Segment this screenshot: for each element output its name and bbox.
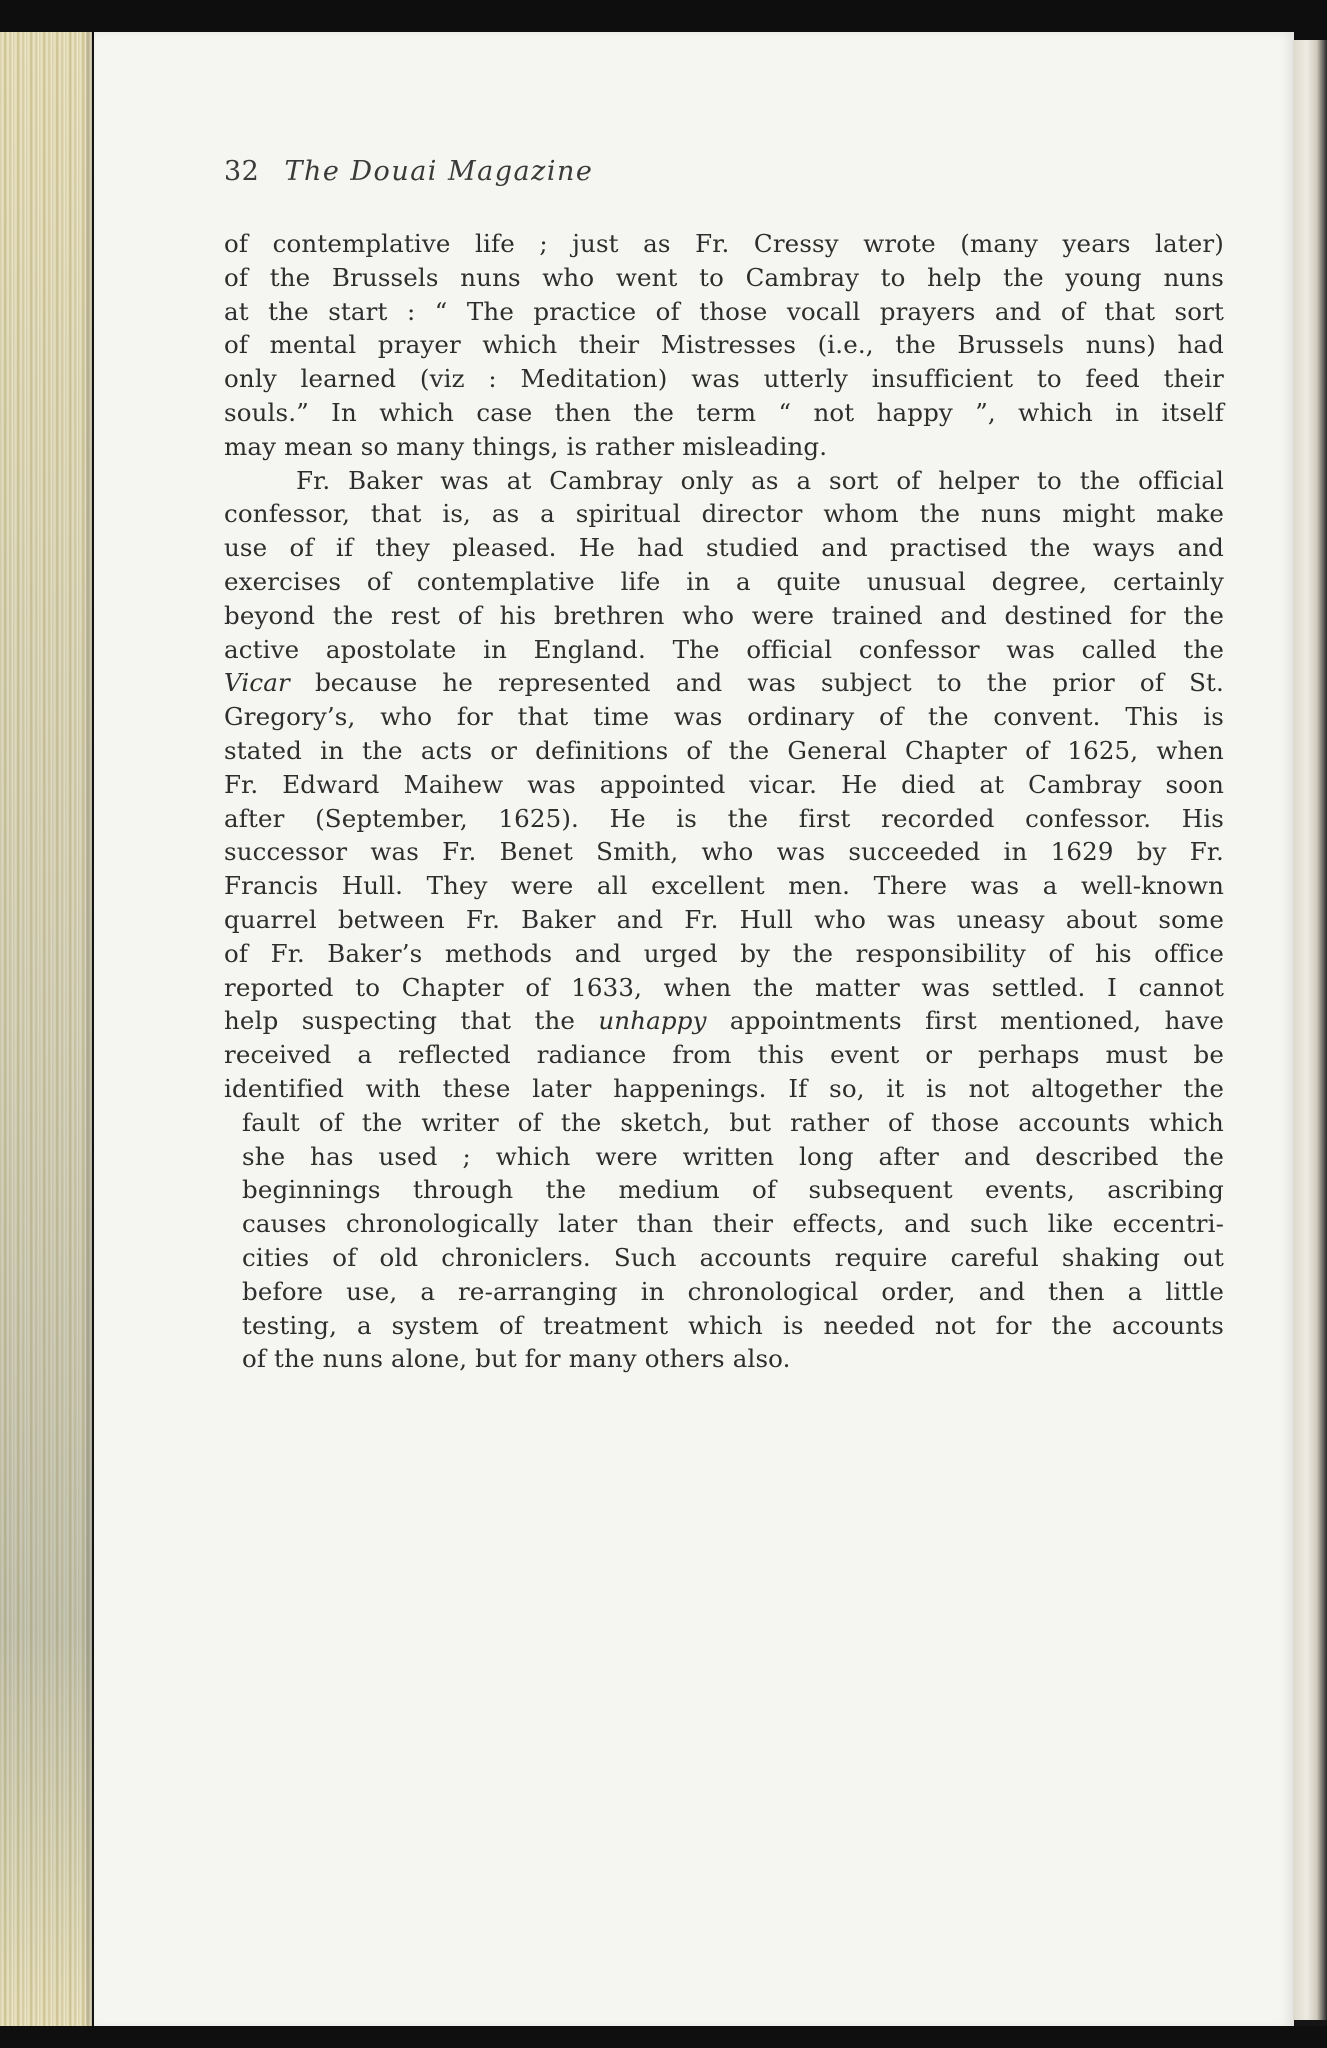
text-line: souls.” In which case then the term “ not happy ”, which in itself xyxy=(224,397,1224,427)
text-line: of the Brussels nuns who went to Cambray to help the young nuns xyxy=(224,262,1224,292)
text-line: stated in the acts or definitions of the General Chapter of 1625, when xyxy=(224,735,1224,765)
text-line: reported to Chapter of 1633, when the matter was settled. I cannot xyxy=(224,972,1224,1002)
text-line: received a reflected radiance from this event or perhaps must be xyxy=(224,1040,1224,1070)
text-line: Fr. Edward Maihew was appointed vicar. He died at Cambray soon xyxy=(224,769,1224,799)
text-line: Gregory’s, who for that time was ordinary of the convent. This is xyxy=(224,702,1224,732)
text-line: quarrel between Fr. Baker and Fr. Hull who was uneasy about some xyxy=(224,904,1224,934)
text-line: only learned (viz : Meditation) was utterly insufficient to feed their xyxy=(224,364,1224,394)
text-line: exercises of contemplative life in a quite unusual degree, certainly xyxy=(224,566,1224,596)
text-line: active apostolate in England. The official confessor was called the xyxy=(224,634,1224,664)
text-line: of contemplative life ; just as Fr. Cressy wrote (many years later) xyxy=(224,229,1224,258)
text-line xyxy=(224,666,1224,700)
text-line: beginnings through the medium of subsequent events, ascribing xyxy=(242,1175,1224,1205)
text-line: cities of old chroniclers. Such accounts require careful shaking out xyxy=(242,1242,1224,1272)
text-line: of mental prayer which their Mistresses (i.e., the Brussels nuns) had xyxy=(224,330,1224,360)
text-line: before use, a re-arranging in chronological order, and then a little xyxy=(242,1276,1224,1306)
text-line: confessor, that is, as a spiritual director whom the nuns might make xyxy=(224,499,1224,529)
text-line: of the nuns alone, but for many others also. xyxy=(242,1344,791,1374)
italic-word: Vicar xyxy=(224,668,290,698)
text-line: use of if they pleased. He had studied and practised the ways and xyxy=(224,533,1224,563)
italic-word: unhappy xyxy=(598,1006,707,1036)
text-segment: appointments first mentioned, have xyxy=(706,1006,1225,1036)
page-number: 32 xyxy=(224,156,260,187)
running-head xyxy=(224,156,593,187)
text-line xyxy=(224,1004,1224,1038)
text-line: Fr. Baker was at Cambray only as a sort of helper to the official xyxy=(296,465,1224,495)
right-page-edge xyxy=(1293,40,1327,2020)
text-segment: help suspecting that the xyxy=(224,1006,599,1036)
text-line: testing, a system of treatment which is needed not for the accounts xyxy=(242,1310,1224,1340)
scan-bottom-border xyxy=(0,2026,1327,2048)
text-line: after (September, 1625). He is the first recorded confessor. His xyxy=(224,803,1224,833)
text-line: causes chronologically later than their effects, and such like eccentri- xyxy=(242,1209,1224,1239)
text-line: fault of the writer of the sketch, but rather of those accounts which xyxy=(242,1107,1224,1137)
text-line: identified with these later happenings. If so, it is not altogether the xyxy=(224,1073,1224,1103)
text-line: at the start : “ The practice of those vocall prayers and of that sort xyxy=(224,296,1224,326)
text-line: beyond the rest of his brethren who were trained and destined for the xyxy=(224,600,1224,630)
text-line: of Fr. Baker’s methods and urged by the responsibility of his office xyxy=(224,938,1224,968)
text-line: successor was Fr. Benet Smith, who was succeeded in 1629 by Fr. xyxy=(224,837,1224,867)
text-line: may mean so many things, is rather misleading. xyxy=(224,431,828,461)
text-line: she has used ; which were written long after and described the xyxy=(242,1141,1224,1171)
book-page-edges xyxy=(0,32,92,2027)
body-text xyxy=(224,227,1224,1376)
text-segment: because he represented and was subject to the prior of St. xyxy=(289,668,1224,698)
text-line: Francis Hull. They were all excellent men. There was a well-known xyxy=(224,871,1224,901)
journal-title: The Douai Magazine xyxy=(284,156,594,187)
